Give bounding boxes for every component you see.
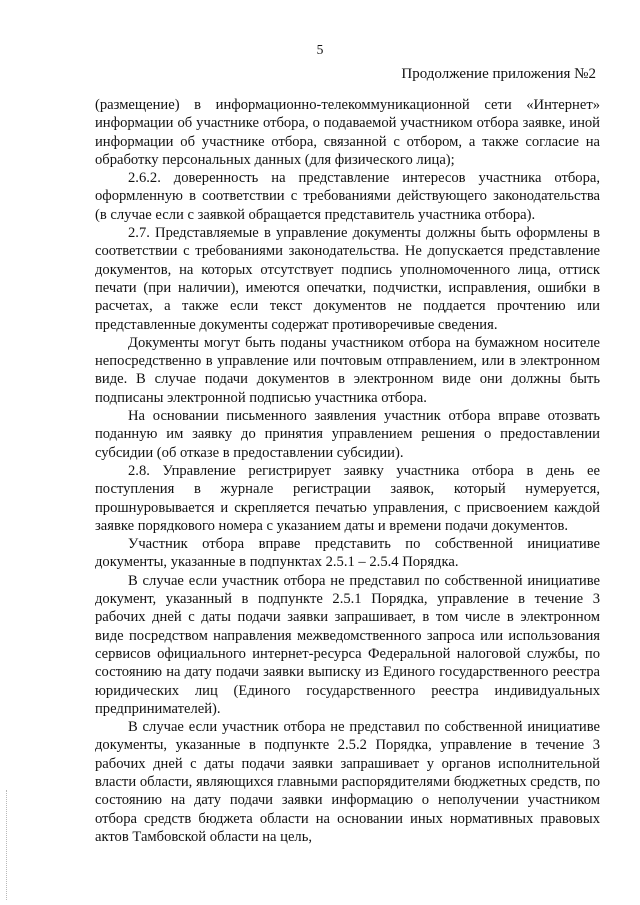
paragraph: 2.8. Управление регистрирует заявку участника отбора в день ее поступления в журнале регистрации заявок, который нумеруется, прошнуровывается и скрепляется печатью управления, с присвоением каждой заявке порядкового номера с указанием даты и времени подачи документов. (95, 462, 600, 534)
scan-edge-marks (6, 790, 9, 900)
appendix-continuation-note: Продолжение приложения №2 (401, 66, 596, 82)
paragraph: 2.7. Представляемые в управление документы должны быть оформлены в соответствии с требованиями законодательства. Не допускается представление документов, на которых отсутствует подпись уполномоченного лица, оттиск печати (при наличии), имеются опечатки, подчистки, исправления, ошибки в расчетах, а также если текст документов не поддается прочтению или представленные документы содержат противоречивые сведения. (95, 225, 600, 333)
document-body (95, 96, 600, 846)
paragraph: В случае если участник отбора не представил по собственной инициативе документы, указанные в подпункте 2.5.2 Порядка, управление в течение 3 рабочих дней с даты подачи заявки запрашивает у органов исполнительной власти области, являющихся главными распорядителями бюджетных средств, по состоянию на дату подачи заявки информацию о неполучении участником отбора средств бюджета области на основании иных нормативных правовых актов Тамбовской области на цель, (95, 719, 600, 845)
paragraph: На основании письменного заявления участник отбора вправе отозвать поданную им заявку до принятия управлением решения о предоставлении субсидии (об отказе в предоставлении субсидии). (95, 408, 600, 461)
page-number: 5 (316, 42, 324, 57)
paragraph: 2.6.2. доверенность на представление интересов участника отбора, оформленную в соответствии с требованиями действующего законодательства (в случае если с заявкой обращается представитель участника отбора). (95, 170, 600, 223)
paragraph: Документы могут быть поданы участником отбора на бумажном носителе непосредственно в управление или почтовым отправлением, или в электронном виде. В случае подачи документов в электронном виде они должны быть подписаны электронной подписью участника отбора. (95, 334, 600, 406)
paragraph: (размещение) в информационно-телекоммуникационной сети «Интернет» информации об участнике отбора, о подаваемой участником отбора заявке, иной информации об участнике отбора, связанной с отбором, а также согласие на обработку персональных данных (для физического лица); (95, 97, 600, 168)
paragraph: В случае если участник отбора не представил по собственной инициативе документ, указанный в подпункте 2.5.1 Порядка, управление в течение 3 рабочих дней с даты подачи заявки запрашивает, в том числе в электронном виде посредством направления межведомственного запроса или использования сервисов официального интернет-ресурса Федеральной налоговой службы, по состоянию на дату подачи заявки выписку из Единого государственного реестра юридических лиц (Единого государственного реестра индивидуальных предпринимателей). (95, 572, 600, 717)
paragraph: Участник отбора вправе представить по собственной инициативе документы, указанные в подпунктах 2.5.1 – 2.5.4 Порядка. (95, 536, 600, 571)
